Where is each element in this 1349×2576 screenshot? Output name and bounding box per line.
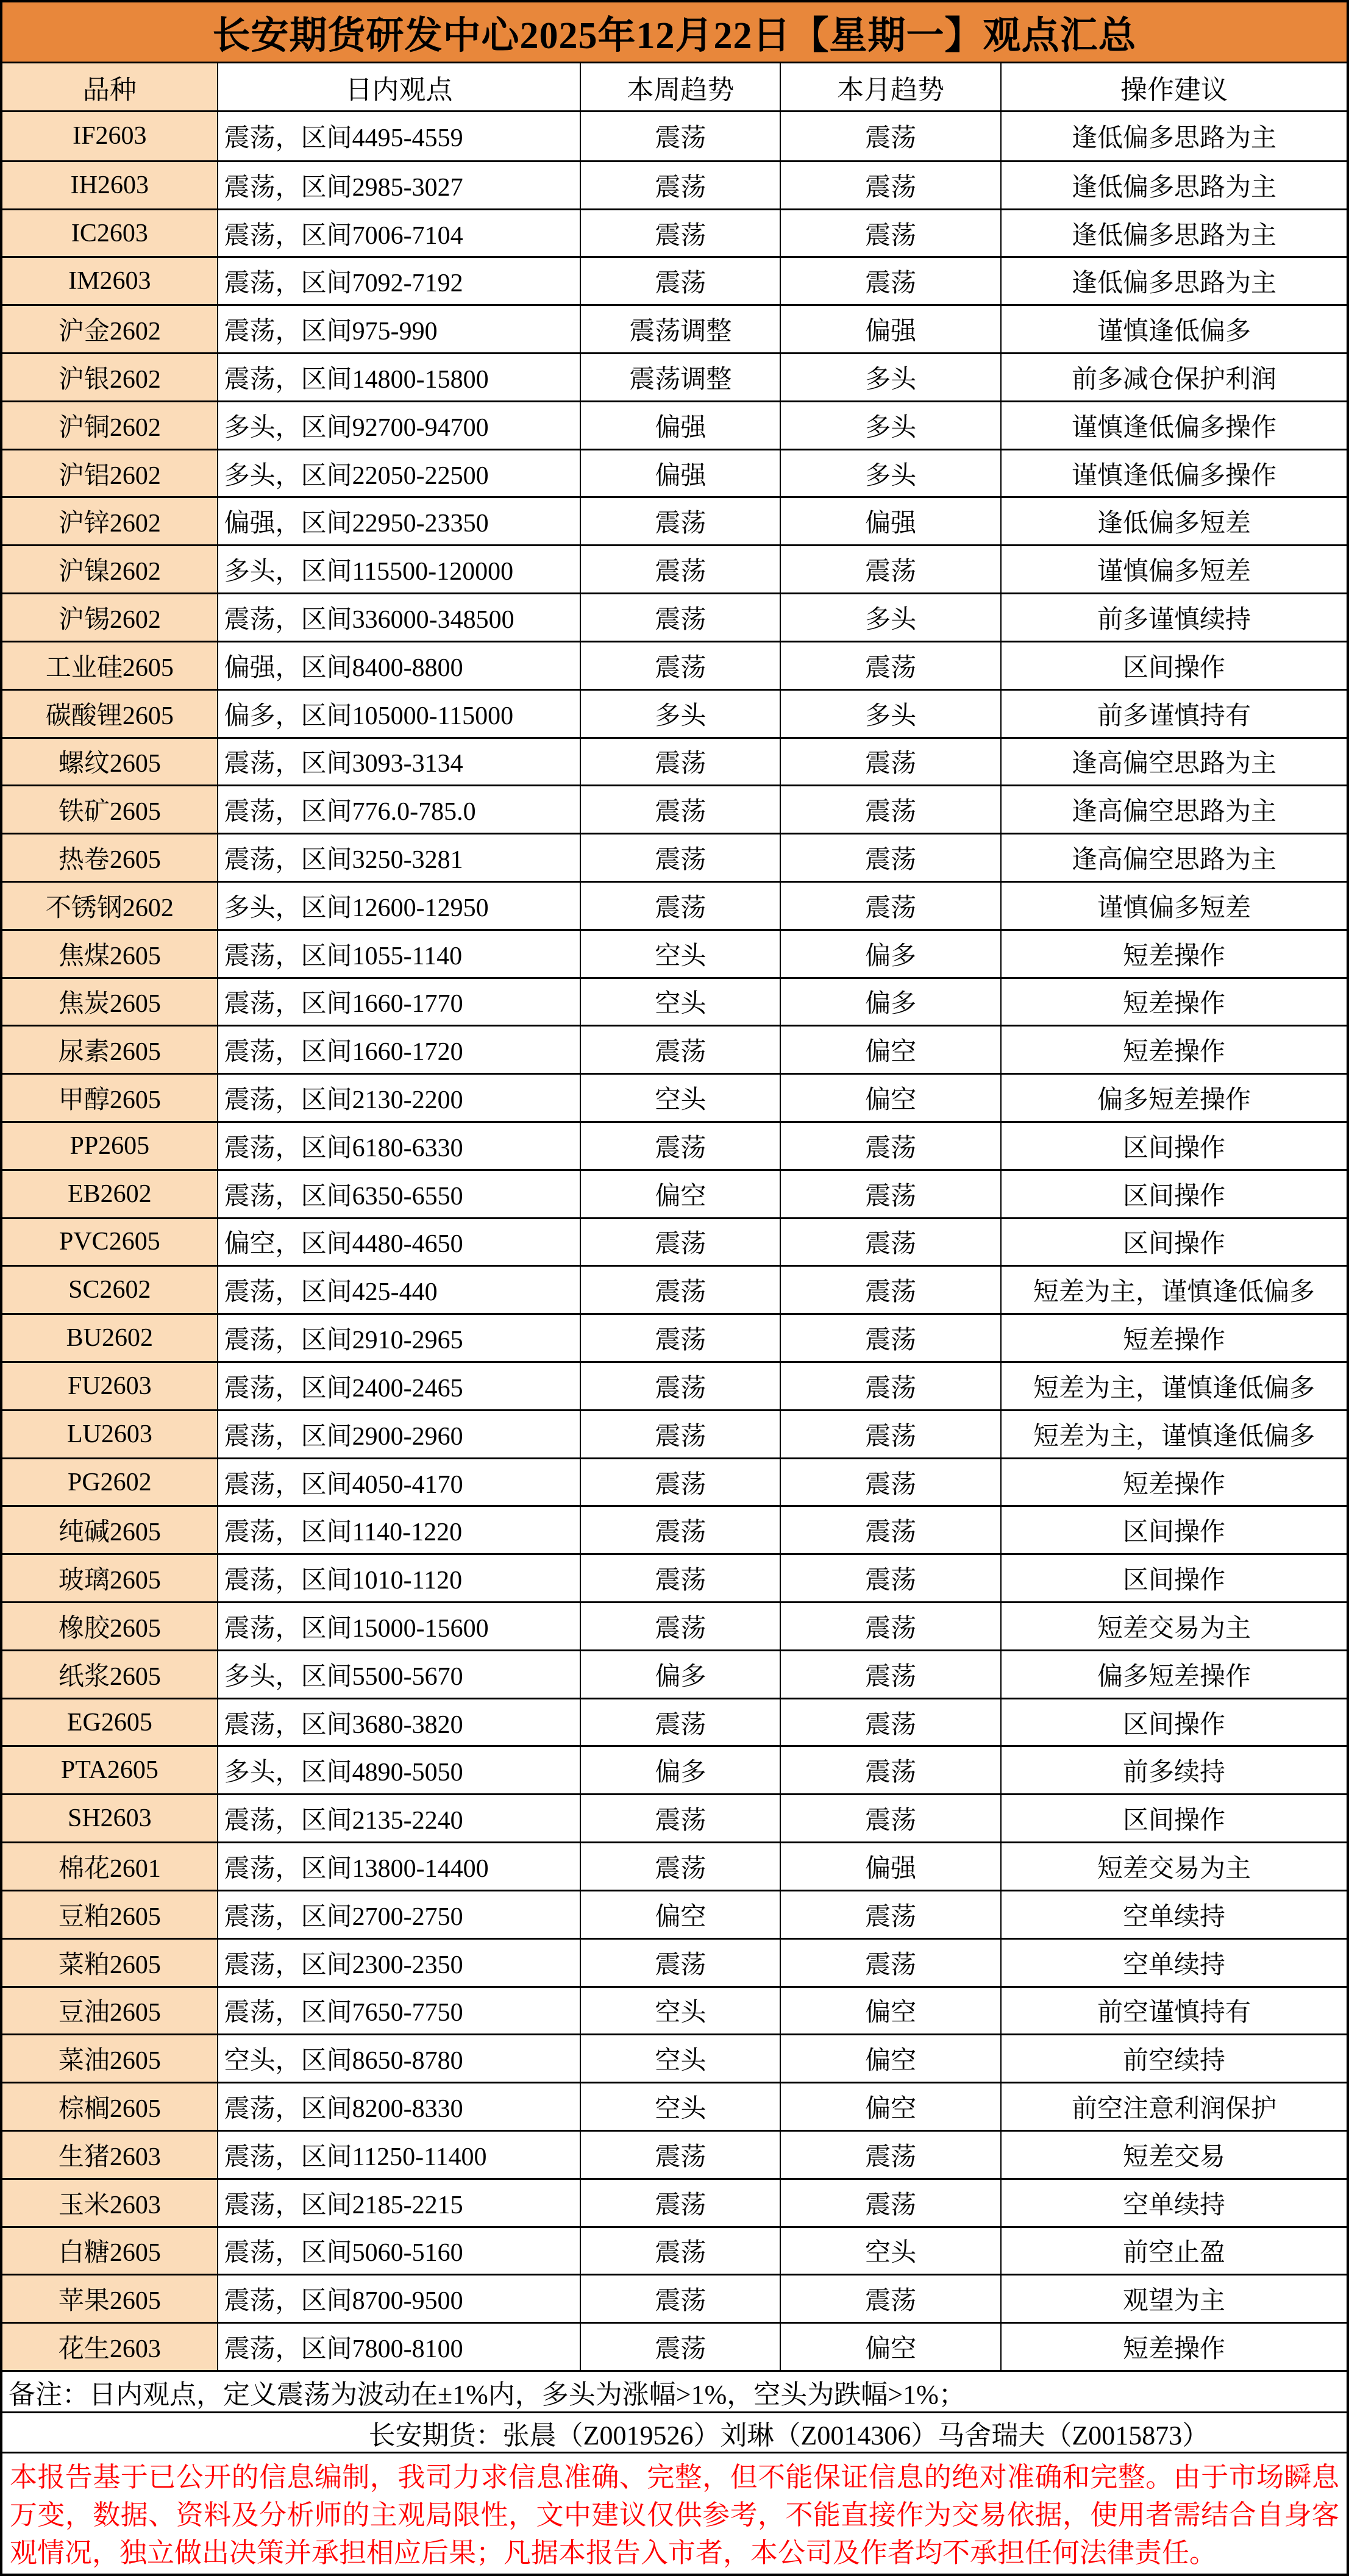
month-trend-cell: 震荡 xyxy=(781,1651,1002,1698)
week-trend-cell: 多头 xyxy=(581,691,781,737)
intraday-view-cell: 震荡，区间2910-2965 xyxy=(218,1315,582,1361)
table-row xyxy=(2,304,1347,352)
week-trend-cell: 震荡调整 xyxy=(581,306,781,352)
variety-cell: 玻璃2605 xyxy=(2,1555,218,1601)
variety-cell: 沪锌2602 xyxy=(2,498,218,544)
week-trend-cell: 震荡 xyxy=(581,2275,781,2322)
week-trend-cell: 震荡 xyxy=(581,1603,781,1649)
week-trend-cell: 空头 xyxy=(581,2035,781,2082)
variety-cell: 焦煤2605 xyxy=(2,931,218,977)
week-trend-cell: 偏空 xyxy=(581,1891,781,1938)
advice-cell: 短差为主，谨慎逢低偏多 xyxy=(1033,1374,1315,1403)
table-row xyxy=(2,1025,1347,1073)
note-row: 备注：日内观点，定义震荡为波动在±1%内，多头为涨幅>1%，空头为跌幅>1%； xyxy=(2,2370,1347,2411)
variety-cell: 螺纹2605 xyxy=(2,739,218,785)
advice-cell: 短差操作 xyxy=(1122,990,1225,1019)
intraday-view-cell: 多头，区间115500-120000 xyxy=(218,546,582,592)
variety-cell: 不锈钢2602 xyxy=(2,883,218,929)
variety-cell: 铁矿2605 xyxy=(2,786,218,833)
week-trend-cell: 偏空 xyxy=(581,1171,781,1217)
month-trend-cell: 震荡 xyxy=(781,1795,1002,1841)
advice-cell: 短差操作 xyxy=(1122,1326,1225,1355)
variety-cell: 棕榈2605 xyxy=(2,2083,218,2130)
intraday-view-cell: 震荡，区间975-990 xyxy=(218,306,582,352)
week-trend-cell: 偏强 xyxy=(581,402,781,449)
intraday-view-cell: 偏强，区间22950-23350 xyxy=(218,498,582,544)
advice-cell: 空单续持 xyxy=(1122,1902,1225,1931)
intraday-view-cell: 震荡，区间4050-4170 xyxy=(218,1459,582,1506)
advice-cell: 空单续持 xyxy=(1122,1951,1225,1979)
week-trend-cell: 震荡 xyxy=(581,642,781,689)
column-header-advice: 操作建议 xyxy=(1120,74,1228,105)
variety-cell: EB2602 xyxy=(2,1171,218,1217)
month-trend-cell: 震荡 xyxy=(781,1699,1002,1746)
advice-cell: 逢低偏多思路为主 xyxy=(1071,173,1276,202)
month-trend-cell: 震荡 xyxy=(781,2132,1002,2178)
table-header-row xyxy=(2,63,1347,112)
table-row xyxy=(2,1890,1347,1938)
month-trend-cell: 震荡 xyxy=(781,1940,1002,1986)
month-trend-cell: 震荡 xyxy=(781,1459,1002,1506)
advice-cell: 区间操作 xyxy=(1122,1710,1225,1739)
advice-cell: 短差操作 xyxy=(1122,942,1225,970)
table-row xyxy=(2,1601,1347,1649)
month-trend-cell: 偏多 xyxy=(781,979,1002,1025)
week-trend-cell: 震荡 xyxy=(581,1026,781,1073)
week-trend-cell: 震荡 xyxy=(581,1940,781,1986)
table-row xyxy=(2,2033,1347,2082)
variety-cell: PG2602 xyxy=(2,1459,218,1506)
advice-cell: 谨慎逢低偏多操作 xyxy=(1071,413,1276,442)
advice-cell: 观望为主 xyxy=(1122,2287,1225,2316)
week-trend-cell: 震荡 xyxy=(581,786,781,833)
month-trend-cell: 偏空 xyxy=(781,1026,1002,1073)
advice-cell: 逢低偏多思路为主 xyxy=(1071,221,1276,250)
advice-cell: 逢高偏空思路为主 xyxy=(1071,846,1276,875)
table-row xyxy=(2,1841,1347,1890)
variety-cell: 棉花2601 xyxy=(2,1843,218,1890)
month-trend-cell: 多头 xyxy=(781,354,1002,400)
table-row xyxy=(2,977,1347,1025)
month-trend-cell: 震荡 xyxy=(781,739,1002,785)
variety-cell: EG2605 xyxy=(2,1699,218,1746)
month-trend-cell: 震荡 xyxy=(781,642,1002,689)
variety-cell: IF2603 xyxy=(2,112,218,160)
month-trend-cell: 震荡 xyxy=(781,1363,1002,1409)
week-trend-cell: 震荡 xyxy=(581,594,781,641)
month-trend-cell: 偏空 xyxy=(781,2035,1002,2082)
advice-cell: 前多续持 xyxy=(1122,1759,1225,1787)
week-trend-cell: 震荡 xyxy=(581,739,781,785)
variety-cell: 沪银2602 xyxy=(2,354,218,400)
intraday-view-cell: 震荡，区间13800-14400 xyxy=(218,1843,582,1890)
month-trend-cell: 震荡 xyxy=(781,2275,1002,2322)
week-trend-cell: 震荡 xyxy=(581,1843,781,1890)
advice-cell: 谨慎偏多短差 xyxy=(1097,894,1251,922)
variety-cell: 白糖2605 xyxy=(2,2228,218,2274)
variety-cell: 菜油2605 xyxy=(2,2035,218,2082)
report-title: 长安期货研发中心2025年12月22日【星期一】观点汇总 xyxy=(2,2,1347,63)
variety-cell: 花生2603 xyxy=(2,2324,218,2370)
variety-cell: 橡胶2605 xyxy=(2,1603,218,1649)
month-trend-cell: 震荡 xyxy=(781,112,1002,160)
month-trend-cell: 震荡 xyxy=(781,210,1002,257)
variety-cell: PP2605 xyxy=(2,1123,218,1169)
intraday-view-cell: 偏多，区间105000-115000 xyxy=(218,691,582,737)
intraday-view-cell: 多头，区间22050-22500 xyxy=(218,450,582,497)
advice-cell: 偏多短差操作 xyxy=(1097,1662,1251,1691)
advice-cell: 前多减仓保护利润 xyxy=(1071,365,1276,394)
table-row xyxy=(2,2226,1347,2274)
variety-cell: SC2602 xyxy=(2,1267,218,1313)
table-row xyxy=(2,929,1347,977)
week-trend-cell: 震荡 xyxy=(581,1363,781,1409)
variety-cell: BU2602 xyxy=(2,1315,218,1361)
intraday-view-cell: 震荡，区间6180-6330 xyxy=(218,1123,582,1169)
intraday-view-cell: 震荡，区间2700-2750 xyxy=(218,1891,582,1938)
month-trend-cell: 震荡 xyxy=(781,162,1002,208)
variety-cell: PVC2605 xyxy=(2,1219,218,1265)
intraday-view-cell: 震荡，区间1055-1140 xyxy=(218,931,582,977)
intraday-view-cell: 震荡，区间8200-8330 xyxy=(218,2083,582,2130)
advice-cell: 空单续持 xyxy=(1122,2191,1225,2219)
variety-cell: 热卷2605 xyxy=(2,834,218,881)
intraday-view-cell: 震荡，区间425-440 xyxy=(218,1267,582,1313)
week-trend-cell: 震荡 xyxy=(581,210,781,257)
variety-cell: 沪铝2602 xyxy=(2,450,218,497)
table-row xyxy=(2,1457,1347,1506)
variety-cell: 纯碱2605 xyxy=(2,1507,218,1553)
table-row xyxy=(2,2130,1347,2178)
table-row xyxy=(2,2178,1347,2226)
advice-cell: 偏多短差操作 xyxy=(1097,1086,1251,1115)
week-trend-cell: 震荡 xyxy=(581,2228,781,2274)
week-trend-cell: 震荡调整 xyxy=(581,354,781,400)
advice-cell: 区间操作 xyxy=(1122,1134,1225,1162)
advice-cell: 逢高偏空思路为主 xyxy=(1071,750,1276,778)
table-row xyxy=(2,1361,1347,1409)
table-body xyxy=(2,112,1347,2370)
week-trend-cell: 偏多 xyxy=(581,1747,781,1793)
advice-cell: 前多谨慎续持 xyxy=(1097,605,1251,634)
week-trend-cell: 震荡 xyxy=(581,162,781,208)
week-trend-cell: 震荡 xyxy=(581,1555,781,1601)
intraday-view-cell: 多头，区间4890-5050 xyxy=(218,1747,582,1793)
intraday-view-cell: 震荡，区间7006-7104 xyxy=(218,210,582,257)
variety-cell: 沪铜2602 xyxy=(2,402,218,449)
week-trend-cell: 空头 xyxy=(581,1075,781,1121)
table-row xyxy=(2,1409,1347,1457)
variety-cell: FU2603 xyxy=(2,1363,218,1409)
table-row xyxy=(2,160,1347,208)
intraday-view-cell: 震荡，区间2185-2215 xyxy=(218,2180,582,2226)
table-row xyxy=(2,592,1347,641)
week-trend-cell: 偏多 xyxy=(581,1651,781,1698)
intraday-view-cell: 空头，区间8650-8780 xyxy=(218,2035,582,2082)
week-trend-cell: 震荡 xyxy=(581,883,781,929)
advice-cell: 谨慎逢低偏多操作 xyxy=(1071,461,1276,490)
variety-cell: 菜粕2605 xyxy=(2,1940,218,1986)
advice-cell: 短差交易 xyxy=(1122,2143,1225,2171)
advice-cell: 逢低偏多短差 xyxy=(1097,510,1251,538)
month-trend-cell: 空头 xyxy=(781,2228,1002,2274)
variety-cell: 生猪2603 xyxy=(2,2132,218,2178)
table-row xyxy=(2,641,1347,689)
week-trend-cell: 震荡 xyxy=(581,546,781,592)
intraday-view-cell: 震荡，区间2300-2350 xyxy=(218,1940,582,1986)
table-row xyxy=(2,1986,1347,2034)
month-trend-cell: 震荡 xyxy=(781,2180,1002,2226)
table-row xyxy=(2,544,1347,592)
week-trend-cell: 震荡 xyxy=(581,2324,781,2370)
month-trend-cell: 震荡 xyxy=(781,834,1002,881)
week-trend-cell: 震荡 xyxy=(581,1795,781,1841)
week-trend-cell: 震荡 xyxy=(581,1219,781,1265)
month-trend-cell: 震荡 xyxy=(781,786,1002,833)
table-row xyxy=(2,208,1347,257)
week-trend-cell: 震荡 xyxy=(581,258,781,304)
variety-cell: SH2603 xyxy=(2,1795,218,1841)
week-trend-cell: 空头 xyxy=(581,1988,781,2034)
variety-cell: IM2603 xyxy=(2,258,218,304)
month-trend-cell: 偏空 xyxy=(781,2324,1002,2370)
week-trend-cell: 震荡 xyxy=(581,1507,781,1553)
table-row xyxy=(2,449,1347,497)
advice-cell: 区间操作 xyxy=(1122,1807,1225,1835)
month-trend-cell: 震荡 xyxy=(781,1555,1002,1601)
advice-cell: 前空止盈 xyxy=(1122,2239,1225,2268)
week-trend-cell: 空头 xyxy=(581,2083,781,2130)
intraday-view-cell: 震荡，区间1660-1770 xyxy=(218,979,582,1025)
week-trend-cell: 震荡 xyxy=(581,2180,781,2226)
week-trend-cell: 震荡 xyxy=(581,112,781,160)
month-trend-cell: 震荡 xyxy=(781,1171,1002,1217)
advice-cell: 区间操作 xyxy=(1122,1230,1225,1259)
table-row xyxy=(2,1169,1347,1217)
variety-cell: IC2603 xyxy=(2,210,218,257)
intraday-view-cell: 多头，区间5500-5670 xyxy=(218,1651,582,1698)
variety-cell: 豆油2605 xyxy=(2,1988,218,2034)
variety-cell: 纸浆2605 xyxy=(2,1651,218,1698)
month-trend-cell: 偏多 xyxy=(781,931,1002,977)
week-trend-cell: 震荡 xyxy=(581,1699,781,1746)
advice-cell: 短差交易为主 xyxy=(1097,1855,1251,1883)
advice-cell: 前空谨慎持有 xyxy=(1097,1999,1251,2027)
advice-cell: 逢高偏空思路为主 xyxy=(1071,798,1276,827)
week-trend-cell: 震荡 xyxy=(581,498,781,544)
table-row xyxy=(2,2082,1347,2130)
variety-cell: 沪镍2602 xyxy=(2,546,218,592)
intraday-view-cell: 偏强，区间8400-8800 xyxy=(218,642,582,689)
table-row xyxy=(2,1505,1347,1553)
week-trend-cell: 震荡 xyxy=(581,1459,781,1506)
advice-cell: 短差为主，谨慎逢低偏多 xyxy=(1033,1422,1315,1451)
intraday-view-cell: 震荡，区间2900-2960 xyxy=(218,1411,582,1457)
table-row xyxy=(2,112,1347,160)
intraday-view-cell: 震荡，区间3680-3820 xyxy=(218,1699,582,1746)
month-trend-cell: 震荡 xyxy=(781,1603,1002,1649)
advice-cell: 区间操作 xyxy=(1122,1567,1225,1595)
column-header-variety: 品种 xyxy=(2,63,218,110)
intraday-view-cell: 震荡，区间7650-7750 xyxy=(218,1988,582,2034)
table-row xyxy=(2,833,1347,881)
advice-cell: 前多谨慎持有 xyxy=(1097,702,1251,730)
table-row xyxy=(2,1553,1347,1601)
intraday-view-cell: 偏空，区间4480-4650 xyxy=(218,1219,582,1265)
variety-cell: 甲醇2605 xyxy=(2,1075,218,1121)
variety-cell: 工业硅2605 xyxy=(2,642,218,689)
intraday-view-cell: 震荡，区间6350-6550 xyxy=(218,1171,582,1217)
month-trend-cell: 震荡 xyxy=(781,1411,1002,1457)
intraday-view-cell: 震荡，区间4495-4559 xyxy=(218,112,582,160)
month-trend-cell: 震荡 xyxy=(781,1267,1002,1313)
month-trend-cell: 震荡 xyxy=(781,258,1002,304)
variety-cell: 尿素2605 xyxy=(2,1026,218,1073)
table-row xyxy=(2,2274,1347,2322)
month-trend-cell: 偏强 xyxy=(781,498,1002,544)
table-row xyxy=(2,1938,1347,1986)
intraday-view-cell: 震荡，区间7092-7192 xyxy=(218,258,582,304)
advice-cell: 谨慎偏多短差 xyxy=(1097,558,1251,586)
table-row xyxy=(2,1121,1347,1169)
month-trend-cell: 震荡 xyxy=(781,883,1002,929)
variety-cell: 豆粕2605 xyxy=(2,1891,218,1938)
month-trend-cell: 多头 xyxy=(781,594,1002,641)
advice-cell: 前空注意利润保护 xyxy=(1071,2095,1276,2124)
column-header-view: 日内观点 xyxy=(218,63,582,110)
advice-cell: 区间操作 xyxy=(1122,653,1225,682)
week-trend-cell: 震荡 xyxy=(581,1267,781,1313)
intraday-view-cell: 震荡，区间8700-9500 xyxy=(218,2275,582,2322)
authors-row: 长安期货：张晨（Z0019526）刘琳（Z0014306）马舍瑞夫（Z0015873） xyxy=(2,2411,1347,2452)
month-trend-cell: 震荡 xyxy=(781,1507,1002,1553)
month-trend-cell: 偏空 xyxy=(781,1075,1002,1121)
table-row xyxy=(2,737,1347,785)
month-trend-cell: 多头 xyxy=(781,450,1002,497)
table-row xyxy=(2,1745,1347,1793)
advice-cell: 前空续持 xyxy=(1122,2047,1225,2076)
intraday-view-cell: 震荡，区间7800-8100 xyxy=(218,2324,582,2370)
variety-cell: 沪锡2602 xyxy=(2,594,218,641)
intraday-view-cell: 震荡，区间336000-348500 xyxy=(218,594,582,641)
variety-cell: 玉米2603 xyxy=(2,2180,218,2226)
advice-cell: 区间操作 xyxy=(1122,1518,1225,1547)
month-trend-cell: 多头 xyxy=(781,402,1002,449)
table-row xyxy=(2,785,1347,833)
column-header-week: 本周趋势 xyxy=(581,63,781,110)
table-row xyxy=(2,496,1347,544)
table-row xyxy=(2,1313,1347,1361)
week-trend-cell: 偏强 xyxy=(581,450,781,497)
advice-cell: 短差操作 xyxy=(1122,2335,1225,2364)
advice-cell: 逢低偏多思路为主 xyxy=(1071,269,1276,298)
table-row xyxy=(2,400,1347,449)
table-row xyxy=(2,1265,1347,1313)
intraday-view-cell: 多头，区间92700-94700 xyxy=(218,402,582,449)
table-row xyxy=(2,881,1347,929)
table-row xyxy=(2,256,1347,304)
advice-cell: 短差操作 xyxy=(1122,1038,1225,1067)
month-trend-cell: 多头 xyxy=(781,691,1002,737)
advice-cell: 谨慎逢低偏多 xyxy=(1097,318,1251,346)
table-row xyxy=(2,352,1347,400)
table-row xyxy=(2,1793,1347,1841)
month-trend-cell: 偏空 xyxy=(781,2083,1002,2130)
intraday-view-cell: 震荡，区间11250-11400 xyxy=(218,2132,582,2178)
advice-cell: 短差操作 xyxy=(1122,1470,1225,1499)
table-row xyxy=(2,1073,1347,1121)
month-trend-cell: 偏强 xyxy=(781,1843,1002,1890)
intraday-view-cell: 震荡，区间2985-3027 xyxy=(218,162,582,208)
variety-cell: LU2603 xyxy=(2,1411,218,1457)
intraday-view-cell: 震荡，区间1660-1720 xyxy=(218,1026,582,1073)
advice-cell: 逢低偏多思路为主 xyxy=(1071,124,1276,153)
month-trend-cell: 震荡 xyxy=(781,1747,1002,1793)
advice-cell: 短差为主，谨慎逢低偏多 xyxy=(1033,1278,1315,1307)
intraday-view-cell: 震荡，区间1140-1220 xyxy=(218,1507,582,1553)
month-trend-cell: 震荡 xyxy=(781,1315,1002,1361)
week-trend-cell: 震荡 xyxy=(581,1123,781,1169)
variety-cell: 苹果2605 xyxy=(2,2275,218,2322)
intraday-view-cell: 震荡，区间2130-2200 xyxy=(218,1075,582,1121)
variety-cell: PTA2605 xyxy=(2,1747,218,1793)
month-trend-cell: 震荡 xyxy=(781,1219,1002,1265)
week-trend-cell: 震荡 xyxy=(581,1315,781,1361)
month-trend-cell: 偏强 xyxy=(781,306,1002,352)
table-row xyxy=(2,689,1347,737)
intraday-view-cell: 震荡，区间2400-2465 xyxy=(218,1363,582,1409)
intraday-view-cell: 震荡，区间3250-3281 xyxy=(218,834,582,881)
week-trend-cell: 震荡 xyxy=(581,1411,781,1457)
week-trend-cell: 震荡 xyxy=(581,2132,781,2178)
month-trend-cell: 震荡 xyxy=(781,1891,1002,1938)
intraday-view-cell: 多头，区间12600-12950 xyxy=(218,883,582,929)
variety-cell: IH2603 xyxy=(2,162,218,208)
table-row xyxy=(2,2322,1347,2370)
variety-cell: 焦炭2605 xyxy=(2,979,218,1025)
intraday-view-cell: 震荡，区间15000-15600 xyxy=(218,1603,582,1649)
week-trend-cell: 空头 xyxy=(581,979,781,1025)
advice-cell: 区间操作 xyxy=(1122,1182,1225,1211)
month-trend-cell: 偏空 xyxy=(781,1988,1002,2034)
intraday-view-cell: 震荡，区间2135-2240 xyxy=(218,1795,582,1841)
table-row xyxy=(2,1698,1347,1746)
variety-cell: 沪金2602 xyxy=(2,306,218,352)
week-trend-cell: 震荡 xyxy=(581,834,781,881)
advice-cell: 短差交易为主 xyxy=(1097,1614,1251,1643)
table-row xyxy=(2,1217,1347,1265)
intraday-view-cell: 震荡，区间776.0-785.0 xyxy=(218,786,582,833)
intraday-view-cell: 震荡，区间14800-15800 xyxy=(218,354,582,400)
month-trend-cell: 震荡 xyxy=(781,546,1002,592)
table-row xyxy=(2,1649,1347,1698)
intraday-view-cell: 震荡，区间5060-5160 xyxy=(218,2228,582,2274)
column-header-month: 本月趋势 xyxy=(781,63,1002,110)
variety-cell: 碳酸锂2605 xyxy=(2,691,218,737)
disclaimer-text: 本报告基于已公开的信息编制，我司力求信息准确、完整，但不能保证信息的绝对准确和完整。由于市场瞬息万变，数据、资料及分析师的主观局限性，文中建议仅供参考，不能直接作为交易依据，使用者需结合自身客观情况，独立做出决策并承担相应后果；凡据本报告入市者，本公司及作者均不承担任何法律责任。 xyxy=(2,2452,1347,2574)
month-trend-cell: 震荡 xyxy=(781,1123,1002,1169)
intraday-view-cell: 震荡，区间1010-1120 xyxy=(218,1555,582,1601)
intraday-view-cell: 震荡，区间3093-3134 xyxy=(218,739,582,785)
week-trend-cell: 空头 xyxy=(581,931,781,977)
